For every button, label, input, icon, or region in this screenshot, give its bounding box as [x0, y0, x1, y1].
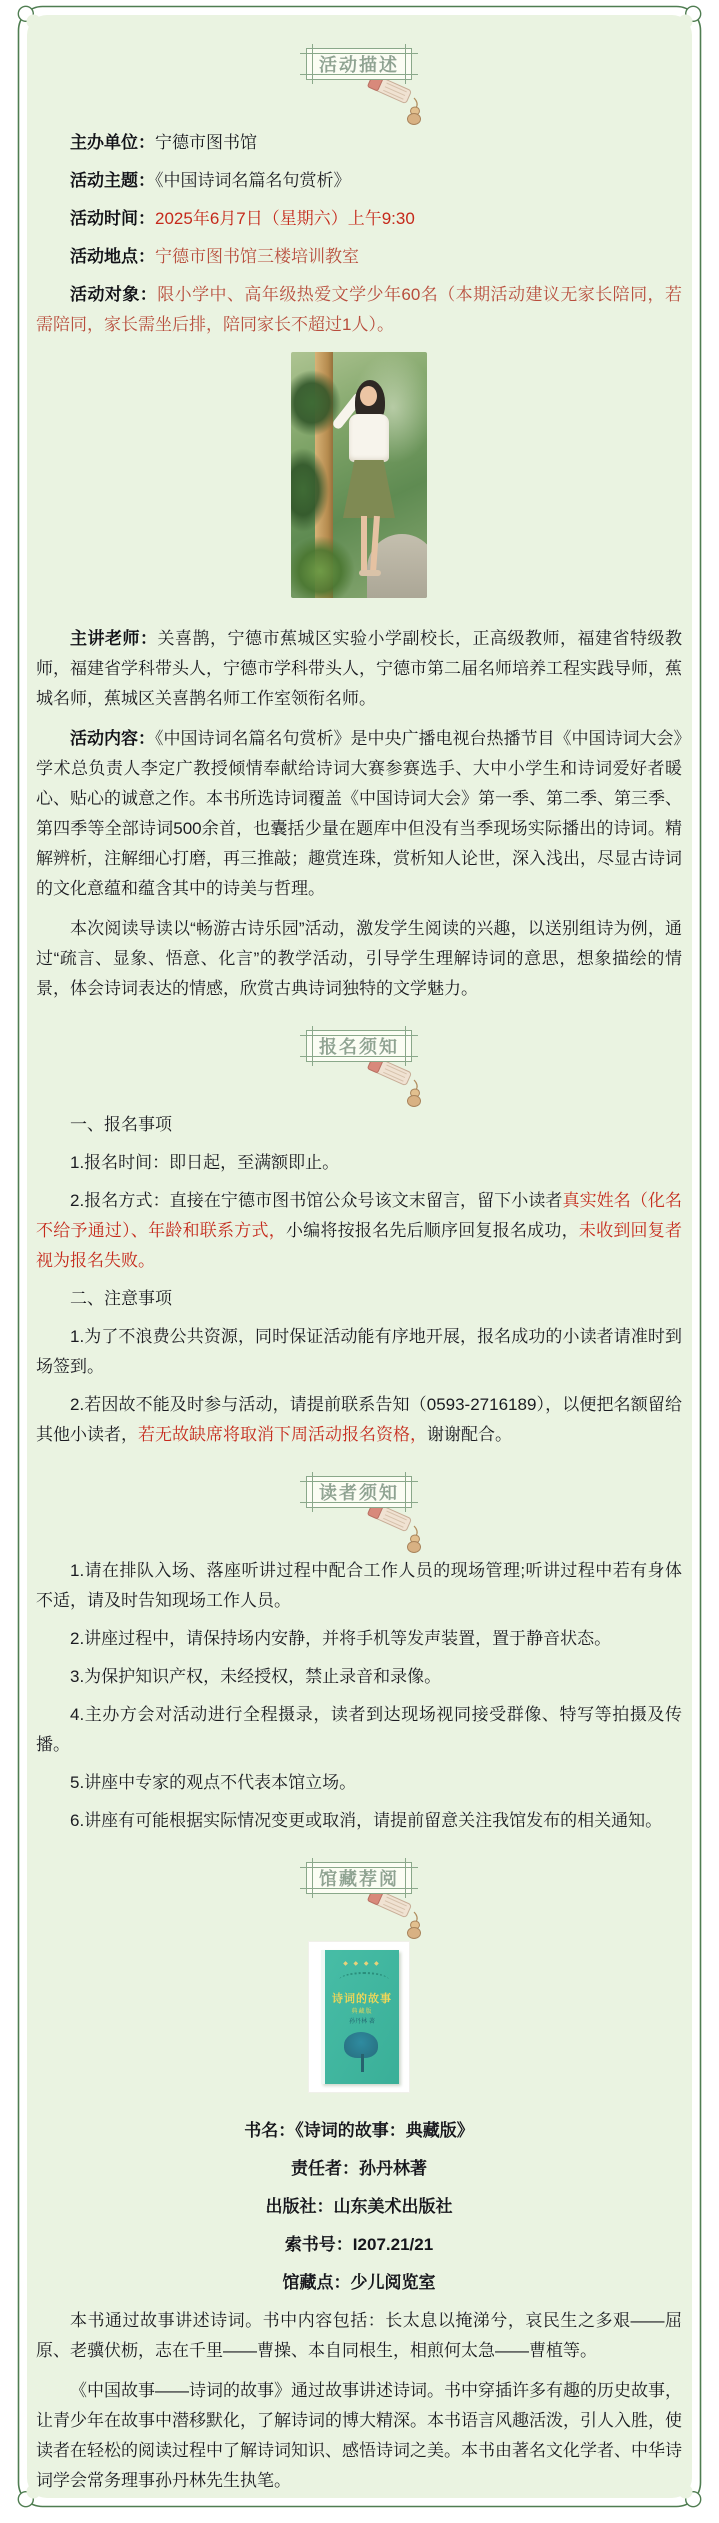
photo-person-skirt	[343, 460, 395, 518]
teacher-label: 主讲老师：	[70, 629, 158, 648]
signup-method-text: 小编将按报名先后顺序回复报名成功，	[285, 1221, 579, 1240]
book-info-author: 责任者：孙丹林著	[291, 2159, 427, 2178]
signup-note2-warning: 若无故缺席将取消下周活动报名资格，	[138, 1425, 427, 1444]
signup-method-warning: 未收到回复者视为报名失败。	[36, 1221, 683, 1270]
signup-method-text: 2.报名方式：直接在宁德市图书馆公众号该文末留言，留下小读者	[70, 1191, 563, 1210]
section-title-signup: 报名须知	[319, 1037, 399, 1057]
section-header-activity	[36, 48, 682, 126]
section-header-collection	[36, 1862, 682, 1940]
teacher-paragraph	[36, 624, 682, 714]
meta-row-audience	[36, 280, 682, 340]
signup-item-method	[36, 1186, 682, 1276]
article-body	[27, 15, 692, 2498]
meta-value: 2025年6月7日（星期六）上午9:30	[155, 209, 415, 228]
content-label: 活动内容：	[70, 729, 155, 748]
meta-row-theme	[36, 166, 682, 196]
book-cover-author: 孙丹林 著	[349, 2019, 375, 2025]
intro-paragraph: 本次阅读导读以“畅游古诗乐园”活动，激发学生阅读的兴趣，以送别组诗为例，通过“疏言、显象、悟意、化言”的教学活动，引导学生理解诗词的意思，想象描绘的情景，体会诗词表达的情感，欣赏古典诗词独特的文学魅力。	[36, 919, 682, 998]
meta-label: 活动地点：	[70, 247, 155, 266]
book-cover-image[interactable]	[309, 1942, 409, 2092]
reader-rule-5: 5.讲座中专家的观点不代表本馆立场。	[70, 1773, 357, 1792]
meta-label: 活动对象：	[70, 285, 158, 304]
book-summary-2: 《中国故事——诗词的故事》通过故事讲述诗词。书中穿插许多有趣的历史故事，让青少年在故事中潜移默化，了解诗词的博大精深。本书语言风趣活泼，引人入胜，使读者在轻松的阅读过程中了解诗词知识、感悟诗词之美。本书由著名文化学者、中华诗词学会常务理事孙丹林先生执笔。	[36, 2381, 682, 2490]
book-info-list	[36, 2116, 682, 2298]
book-cover-title: 诗词的故事	[332, 1993, 392, 2005]
photo-person-blouse	[349, 414, 389, 462]
section-title-collection: 馆藏荐阅	[319, 1869, 399, 1889]
signup-item-time: 1.报名时间：即日起，至满额即止。	[70, 1153, 340, 1172]
signup-note2-text: 谢谢配合。	[427, 1425, 512, 1444]
reader-rule-6: 6.讲座有可能根据实际情况变更或取消，请提前留意关注我馆发布的相关通知。	[70, 1811, 663, 1830]
book-cover-tree-trunk	[361, 2054, 364, 2072]
section-header-reader	[36, 1476, 682, 1554]
book-cover	[321, 1950, 399, 2084]
section-title-plaque	[306, 1030, 412, 1062]
signup-part1-title: 一、报名事项	[70, 1115, 172, 1134]
book-info-callnumber: 索书号：I207.21/21	[284, 2235, 434, 2254]
content-paragraph	[36, 724, 682, 904]
book-summary-1: 本书通过故事讲述诗词。书中内容包括：长太息以掩涕兮，哀民生之多艰——屈原、老骥伏枥，志在千里——曹操、本自同根生，相煎何太急——曹植等。	[36, 2311, 682, 2360]
signup-note-1: 1.为了不浪费公共资源，同时保证活动能有序地开展，报名成功的小读者请准时到场签到。	[36, 1327, 682, 1376]
section-title-reader: 读者须知	[319, 1483, 399, 1503]
signup-note2-text: 2.若因故不能及时参与活动，请提前联系告知（0593-2716189），以便把名额留给其他小读者，	[36, 1395, 682, 1444]
activity-meta	[36, 128, 682, 340]
book-info-title: 书名：《诗词的故事：典藏版》	[244, 2121, 474, 2140]
reader-rule-2: 2.讲座过程中，请保持场内安静，并将手机等发声装置，置于静音状态。	[70, 1629, 612, 1648]
book-cover-seal-dots: ◆ ◆ ◆ ◆	[343, 1961, 381, 1967]
photo-person-leg	[361, 516, 367, 572]
section-title-plaque	[306, 1862, 412, 1894]
signup-note-2	[36, 1390, 682, 1450]
section-title-plaque	[306, 48, 412, 80]
section-header-signup	[36, 1030, 682, 1108]
signup-method-required: 真实姓名（化名不给予通过）、年龄和联系方式，	[36, 1191, 682, 1240]
book-info-publisher: 出版社：山东美术出版社	[265, 2197, 453, 2216]
meta-label: 活动主题：	[70, 171, 155, 190]
photo-foliage	[291, 536, 355, 598]
meta-value: 限小学中、高年级热爱文学少年60名（本期活动建议无家长陪同，若需陪同，家长需坐后排，陪同家长不超过1人）。	[36, 285, 682, 334]
meta-row-organizer	[36, 128, 682, 158]
photo-person-face	[360, 386, 377, 406]
reader-rule-4: 4.主办方会对活动进行全程摄录，读者到达现场视同接受群像、特写等拍摄及传播。	[36, 1705, 682, 1754]
teacher-text: 关喜鹊，宁德市蕉城区实验小学副校长，正高级教师，福建省特级教师，福建省学科带头人，宁德市学科带头人，宁德市第二届名师培养工程实践导师，蕉城名师，蕉城区关喜鹊名师工作室领衔名师。	[36, 629, 682, 708]
meta-label: 主办单位：	[70, 133, 155, 152]
meta-row-place	[36, 242, 682, 272]
reader-rule-3: 3.为保护知识产权，未经授权，禁止录音和录像。	[70, 1667, 442, 1686]
signup-part2-title: 二、注意事项	[70, 1289, 172, 1308]
meta-label: 活动时间：	[70, 209, 155, 228]
book-cover-arc-ornament	[339, 1972, 389, 1988]
content-text: 《中国诗词名篇名句赏析》是中央广播电视台热播节目《中国诗词大会》学术总负责人李定广教授倾情奉献给诗词大赛参赛选手、大中小学生和诗词爱好者暖心、贴心的诚意之作。本书所选诗词覆盖《中国诗词大会》第一季、第二季、第三季、第四季等全部诗词500余首，也囊括少量在题库中但没有当季现场实际播出的诗词。精解辨析，注解细心打磨，再三推敲；趣赏连珠，赏析知人论世，深入浅出，尽显古诗词的文化意蕴和蕴含其中的诗美与哲理。	[36, 729, 682, 898]
meta-value: 宁德市图书馆三楼培训教室	[155, 247, 359, 266]
reader-rule-1: 1.请在排队入场、落座听讲过程中配合工作人员的现场管理;听讲过程中若有身体不适，请及时告知现场工作人员。	[36, 1561, 682, 1610]
book-info-location: 馆藏点：少儿阅览室	[282, 2273, 436, 2292]
section-title-activity: 活动描述	[319, 55, 399, 75]
speaker-photo[interactable]	[291, 352, 427, 598]
meta-row-time	[36, 204, 682, 234]
meta-value: 《中国诗词名篇名句赏析》	[155, 171, 351, 190]
book-cover-subtitle: 典藏版	[351, 2009, 373, 2015]
section-title-plaque	[306, 1476, 412, 1508]
photo-person-shoe	[359, 570, 381, 576]
meta-value: 宁德市图书馆	[155, 133, 257, 152]
